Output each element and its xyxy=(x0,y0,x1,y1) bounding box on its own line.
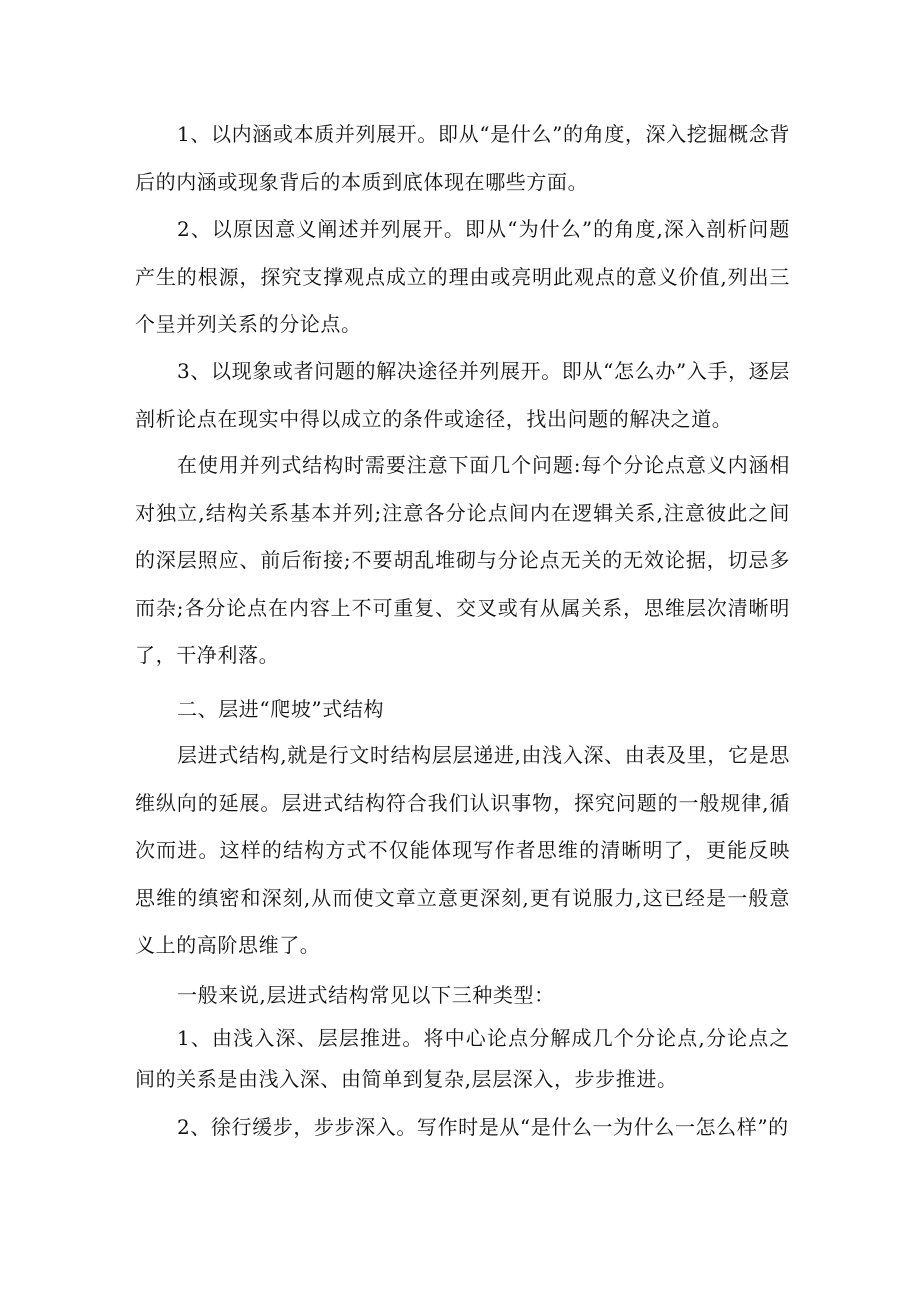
paragraph-9: 2、徐行缓步，步步深入。写作时是从“是什么一为什么一怎么样”的 xyxy=(177,1115,789,1139)
paragraph-8: 1、由浅入深、层层推进。将中心论点分解成几个分论点,分论点之间的关系是由浅入深、由简单到复杂,层层深入，步步推进。 xyxy=(135,1026,790,1091)
paragraph-6: 层进式结构,就是行文时结构层层递进,由浅入深、由表及里，它是思维纵向的延展。层进式结构符合我们认识事物，探究问题的一般规律,循次而进。这样的结构方式不仅能体现写作者思维的清晰明了，更能反映思维的缜密和深刻,从而使文章立意更深刻,更有说服力,这已经是一般意义上的高阶思维了。 xyxy=(135,743,790,957)
paragraph-2: 2、以原因意义阐述并列展开。即从“为什么”的角度,深入剖析问题产生的根源，探究支撑观点成立的理由或亮明此观点的意义价值,列出三个呈并列关系的分论点。 xyxy=(135,217,790,336)
paragraph-7: 一般来说,层进式结构常见以下三种类型： xyxy=(177,983,555,1007)
section-heading: 二、层进“爬坡”式结构 xyxy=(177,697,385,721)
paragraph-1: 1、以内涵或本质并列展开。即从“是什么”的角度，深入挖掘概念背后的内涵或现象背后的本质到底体现在哪些方面。 xyxy=(135,122,790,194)
paragraph-3: 3、以现象或者问题的解决途径并列展开。即从“怎么办”入手，逐层剖析论点在现实中得以成立的条件或途径，找出问题的解决之道。 xyxy=(135,359,790,431)
paragraph-4: 在使用并列式结构时需要注意下面几个问题:每个分论点意义内涵相对独立,结构关系基本并列;注意各分论点间内在逻辑关系,注意彼此之间的深层照应、前后衔接;不要胡乱堆砌与分论点无关的无效论据，切忌多而杂;各分论点在内容上不可重复、交叉或有从属关系，思维层次清晰明了，干净利落。 xyxy=(135,453,790,667)
